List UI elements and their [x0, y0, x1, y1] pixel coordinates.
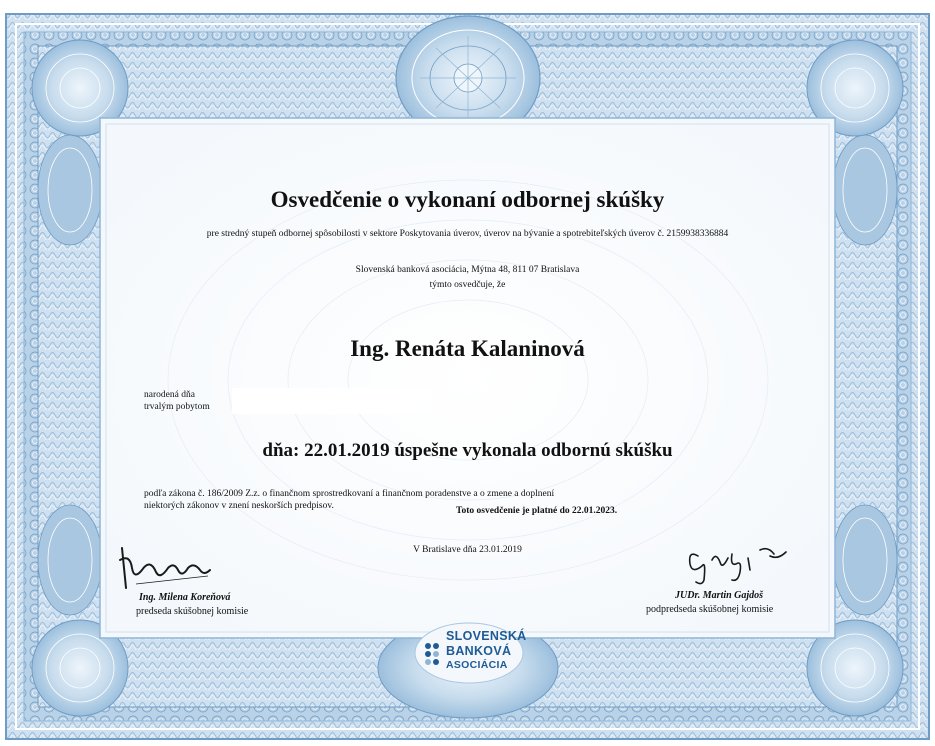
- validity-statement: Toto osvedčenie je platné do 22.01.2023.: [456, 506, 618, 516]
- residence-label: trvalým pobytom: [144, 402, 210, 412]
- certificate-subtitle: pre stredný stupeň odbornej spôsobilosti v sektore Poskytovania úverov, úverov na bývanie a spotrebiteľských úverov č. 2159938336884: [206, 229, 729, 239]
- birth-date-label: narodená dňa: [144, 390, 195, 400]
- place-and-date: V Bratislave dňa 23.01.2019: [413, 545, 522, 555]
- issuer-address: Slovenská banková asociácia, Mýtna 48, 811 07 Bratislava: [355, 265, 580, 275]
- law-reference-line-1: podľa zákona č. 186/2009 Z.z. o finančnom sprostredkovaní a finančnom poradenstve a o zmene a doplnení: [144, 489, 555, 499]
- certifies-text: týmto osvedčuje, že: [429, 280, 506, 290]
- holder-name: Ing. Renáta Kalaninová: [350, 336, 585, 361]
- left-signatory-name: Ing. Milena Koreňová: [139, 592, 231, 603]
- certificate-title: Osvedčenie o vykonaní odbornej skúšky: [270, 187, 665, 212]
- left-signature: [116, 540, 216, 596]
- logo-text-line-2: BANKOVÁ: [446, 644, 512, 658]
- redacted-personal-data: [232, 388, 482, 414]
- right-signatory-role: podpredseda skúšobnej komisie: [646, 604, 774, 615]
- right-signatory-name: JUDr. Martin Gajdoš: [675, 590, 764, 601]
- logo-text-line-3: ASOCIÁCIA: [446, 659, 508, 671]
- right-signature: [684, 536, 804, 588]
- logo-text-line-1: SLOVENSKÁ: [446, 629, 527, 643]
- left-signatory-role: predseda skúšobnej komisie: [136, 606, 249, 617]
- slovak-banking-association-logo: [414, 622, 527, 684]
- exam-statement: dňa: 22.01.2019 úspešne vykonala odbornú skúšku: [262, 440, 673, 461]
- law-reference-line-2: niektorých zákonov v znení neskorších predpisov.: [144, 501, 334, 511]
